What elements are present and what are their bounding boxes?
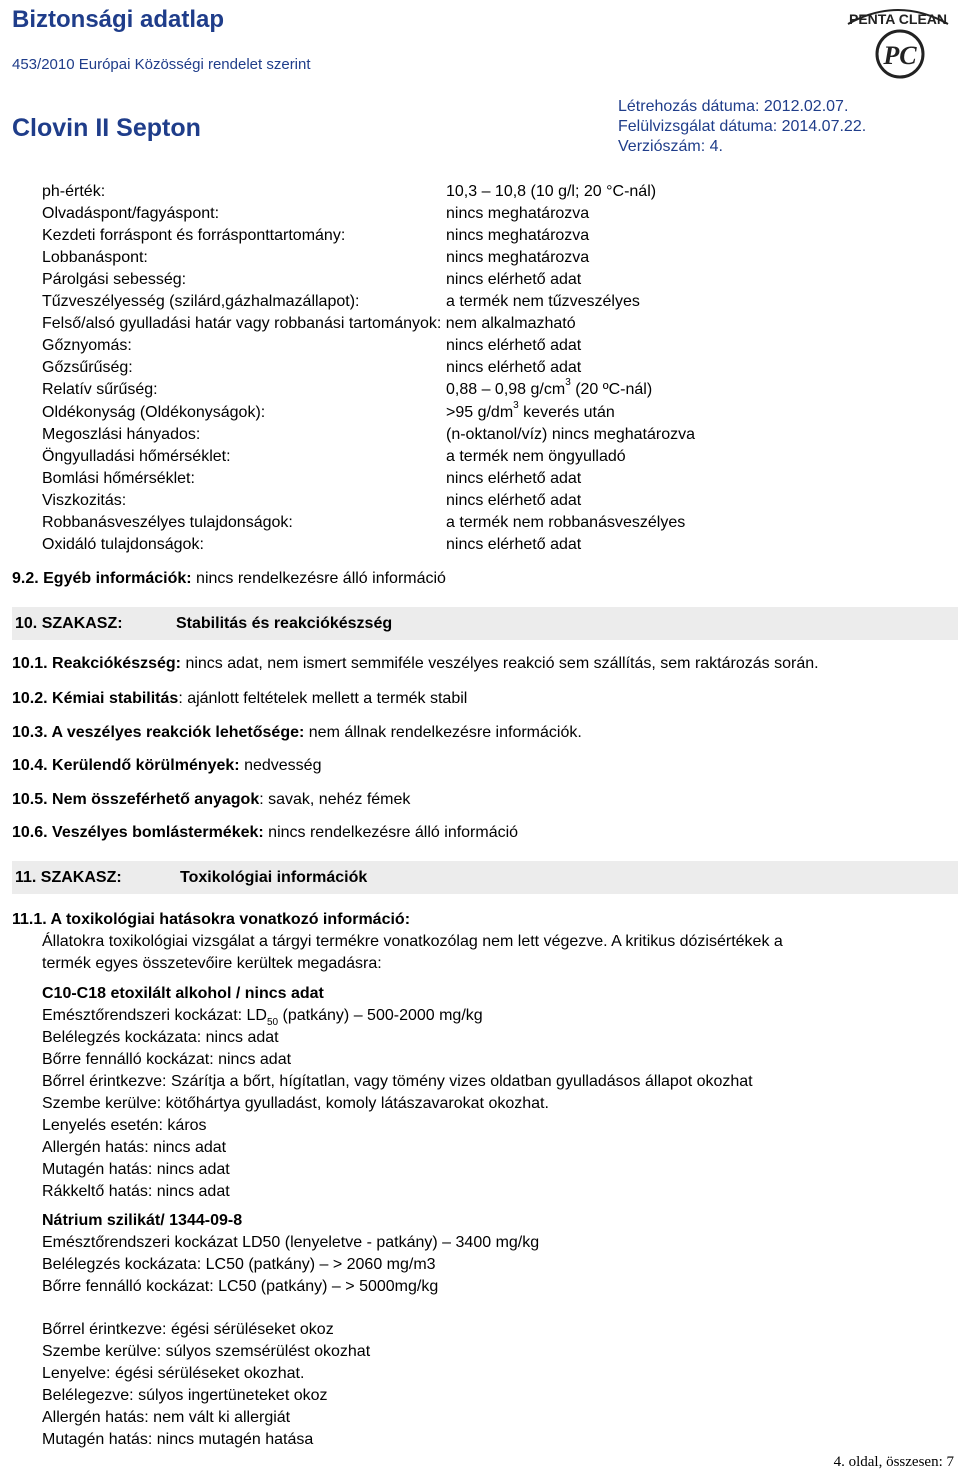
property-label: Lobbanáspont: <box>42 249 148 267</box>
property-value <box>446 492 581 510</box>
property-value-sup: 3 <box>565 377 571 389</box>
property-value-text: nincs elérhető adat <box>446 469 582 487</box>
property-label: Kezdeti forráspont és forrásponttartomány: <box>42 227 346 245</box>
section-9-2: 9.2. Egyéb információk: nincs rendelkezésre álló információ <box>12 570 446 587</box>
property-value-sup: 3 <box>513 399 519 411</box>
section-10-item-heading: 10.2. Kémiai stabilitás <box>12 690 179 707</box>
property-label: Öngyulladási hőmérséklet: <box>42 447 231 465</box>
property-value-text: nincs elérhető adat <box>446 535 582 553</box>
section-10-header <box>12 607 958 640</box>
property-value-text: nincs meghatározva <box>446 249 590 267</box>
property-value <box>446 337 581 355</box>
section-10-item <box>12 757 321 775</box>
sodium-silicate-line: Belélegzés kockázata: LC50 (patkány) – > 2060 mg/m3 <box>42 1256 436 1273</box>
c10-tox-line: Lenyelés esetén: káros <box>42 1117 207 1134</box>
section-10-item-text: : ajánlott feltételek mellett a termék stabil <box>178 690 468 707</box>
property-value-tail: (20 ºC-nál) <box>570 381 653 399</box>
property-label: Párolgási sebesség: <box>42 271 187 289</box>
c10-tox-line: Belélegzés kockázata: nincs adat <box>42 1029 279 1046</box>
property-value-text: a termék nem robbanásveszélyes <box>446 513 686 531</box>
logo-text: PENTA CLEAN <box>849 11 947 27</box>
section-10-item-heading: 10.6. Veszélyes bomlástermékek: <box>12 824 264 841</box>
section-10-item-heading: 10.4. Kerülendő körülmények: <box>12 757 240 774</box>
property-value-text: nincs meghatározva <box>446 205 590 223</box>
version-number: Verziószám: 4. <box>618 138 723 155</box>
section-11-title: Toxikológiai információk <box>180 869 368 886</box>
sodium-silicate-effect-line: Lenyelve: égési sérüléseket okozhat. <box>42 1365 305 1382</box>
property-label: Olvadáspont/fagyáspont: <box>42 205 220 223</box>
section-10-item <box>12 655 819 673</box>
property-value-text: 10,3 – 10,8 (10 g/l; 20 °C-nál) <box>446 183 657 200</box>
section-10-item-text: nem állnak rendelkezésre információk. <box>304 724 582 741</box>
property-value-text: (n-oktanol/víz) nincs meghatározva <box>446 425 695 443</box>
penta-clean-logo <box>842 2 954 82</box>
sodium-silicate-effect-line: Belélegezve: súlyos ingertüneteket okoz <box>42 1387 328 1404</box>
property-value <box>446 227 589 245</box>
property-value-text: 0,88 – 0,98 g/cm <box>446 381 566 399</box>
c10-tox-line: Rákkeltő hatás: nincs adat <box>42 1183 230 1200</box>
property-value-text: a termék nem öngyulladó <box>446 447 626 465</box>
section-10-item-heading: 10.1. Reakciókészség: <box>12 655 181 672</box>
property-value-text: a termék nem tűzveszélyes <box>446 293 640 311</box>
sodium-silicate-line: Bőrre fennálló kockázat: LC50 (patkány) – > 5000mg/kg <box>42 1278 439 1295</box>
sodium-silicate-effect-line: Allergén hatás: nem vált ki allergiát <box>42 1409 291 1426</box>
property-label: Relatív sűrűség: <box>42 381 158 399</box>
section-10-item <box>12 791 410 809</box>
section-10-item <box>12 690 467 708</box>
property-value <box>446 448 626 466</box>
property-value <box>446 183 656 201</box>
property-value <box>446 205 589 223</box>
property-label: Robbanásveszélyes tulajdonságok: <box>42 513 293 531</box>
property-value-text: nincs elérhető adat <box>446 359 582 377</box>
section-10-item-heading: 10.5. Nem összeférhető anyagok <box>12 791 260 808</box>
property-value <box>446 359 581 377</box>
property-value-text: >95 g/dm <box>446 403 514 421</box>
property-value-text: nincs elérhető adat <box>446 491 582 509</box>
c10-tox-line: Bőrrel érintkezve: Szárítja a bőrt, hígítatlan, vagy tömény vizes oldatban gyulladásos állapot okozhat <box>42 1073 753 1090</box>
property-value-text: nincs elérhető adat <box>446 271 582 289</box>
sodium-silicate-title: Nátrium szilikát/ 1344-09-8 <box>42 1212 243 1229</box>
property-label: Oldékonyság (Oldékonyságok): <box>42 403 266 421</box>
document-title: Biztonsági adatlap <box>12 6 225 33</box>
page-footer: 4. oldal, összesen: 7 <box>833 1454 954 1470</box>
reviewed-date: Felülvizsgálat dátuma: 2014.07.22. <box>618 118 867 135</box>
property-label: Gőzsűrűség: <box>42 359 133 377</box>
section-10-item <box>12 724 582 742</box>
property-value <box>446 293 640 311</box>
sodium-silicate-effect-line: Szembe kerülve: súlyos szemsérülést okozhat <box>42 1343 371 1360</box>
sodium-silicate-effect-line: Bőrrel érintkezve: égési sérüléseket okoz <box>42 1321 334 1338</box>
property-value <box>446 399 615 422</box>
property-value <box>446 271 581 289</box>
property-label: Viszkozitás: <box>42 491 127 509</box>
section-10-item-text: nincs rendelkezésre álló információ <box>263 824 519 841</box>
section-10-title: Stabilitás és reakciókészség <box>176 615 393 632</box>
product-name: Clovin II Septon <box>12 114 201 142</box>
property-label: Gőznyomás: <box>42 337 132 355</box>
property-value-text: nincs meghatározva <box>446 227 590 245</box>
section-10-item-text: : savak, nehéz fémek <box>259 791 411 808</box>
regulation-note: 453/2010 Európai Közösségi rendelet szerint <box>12 56 311 73</box>
property-label: ph-érték: <box>42 183 106 200</box>
c10-ld50-line: Emésztőrendszeri kockázat: $LD_{50}$ (patkány) – 500-2000 mg/kg <box>42 1007 483 1028</box>
property-value <box>446 514 685 532</box>
section-10-item-text: nedvesség <box>239 757 322 774</box>
c10-tox-line: Mutagén hatás: nincs adat <box>42 1161 230 1178</box>
tox-intro-line-2: termék egyes összetevőire kerültek megadásra: <box>42 955 382 972</box>
section-10-item-heading: 10.3. A veszélyes reakciók lehetősége: <box>12 724 305 741</box>
c10-tox-line: Szembe kerülve: kötőhártya gyulladást, komoly látászavarokat okozhat. <box>42 1095 549 1112</box>
section-10-item-text: nincs adat, nem ismert semmiféle veszélyes reakció sem szállítás, sem raktározás során. <box>181 655 819 672</box>
section-10-item <box>12 824 518 842</box>
section-11-1-heading: 11.1. A toxikológiai hatásokra vonatkozó információ: <box>12 911 411 928</box>
created-date: Létrehozás dátuma: 2012.02.07. <box>618 98 849 115</box>
section-10-number: 10. SZAKASZ: <box>15 615 123 632</box>
property-label: Tűzveszélyesség (szilárd,gázhalmazállapot): <box>42 293 360 311</box>
property-label: Megoszlási hányados: <box>42 425 201 443</box>
property-value <box>446 536 581 554</box>
property-value-tail: keverés után <box>518 403 615 421</box>
section-11-number: 11. SZAKASZ: <box>15 869 122 886</box>
logo-mark: PC <box>883 41 917 70</box>
property-label: Felső/alsó gyulladási határ vagy robbanási tartományok: nem alkalmazható <box>42 315 576 333</box>
sodium-silicate-effect-line: Mutagén hatás: nincs mutagén hatása <box>42 1431 314 1448</box>
property-label: Bomlási hőmérséklet: <box>42 469 195 487</box>
sodium-silicate-line: Emésztőrendszeri kockázat LD50 (lenyeletve - patkány) – 3400 mg/kg <box>42 1234 540 1251</box>
property-value <box>446 426 695 444</box>
property-value <box>446 377 653 399</box>
property-value-text: nincs elérhető adat <box>446 337 582 355</box>
section-11-header <box>12 861 958 894</box>
tox-intro-line-1: Állatokra toxikológiai vizsgálat a tárgyi termékre vonatkozólag nem lett végezve. A kritikus dózisértékek a <box>42 933 783 950</box>
property-value <box>446 470 581 488</box>
c10-tox-line: Allergén hatás: nincs adat <box>42 1139 227 1156</box>
c10-tox-line: Bőrre fennálló kockázat: nincs adat <box>42 1051 292 1068</box>
property-value <box>446 249 589 267</box>
property-label: Oxidáló tulajdonságok: <box>42 535 204 553</box>
c10-substance-title: C10-C18 etoxilált alkohol / nincs adat <box>42 985 324 1002</box>
